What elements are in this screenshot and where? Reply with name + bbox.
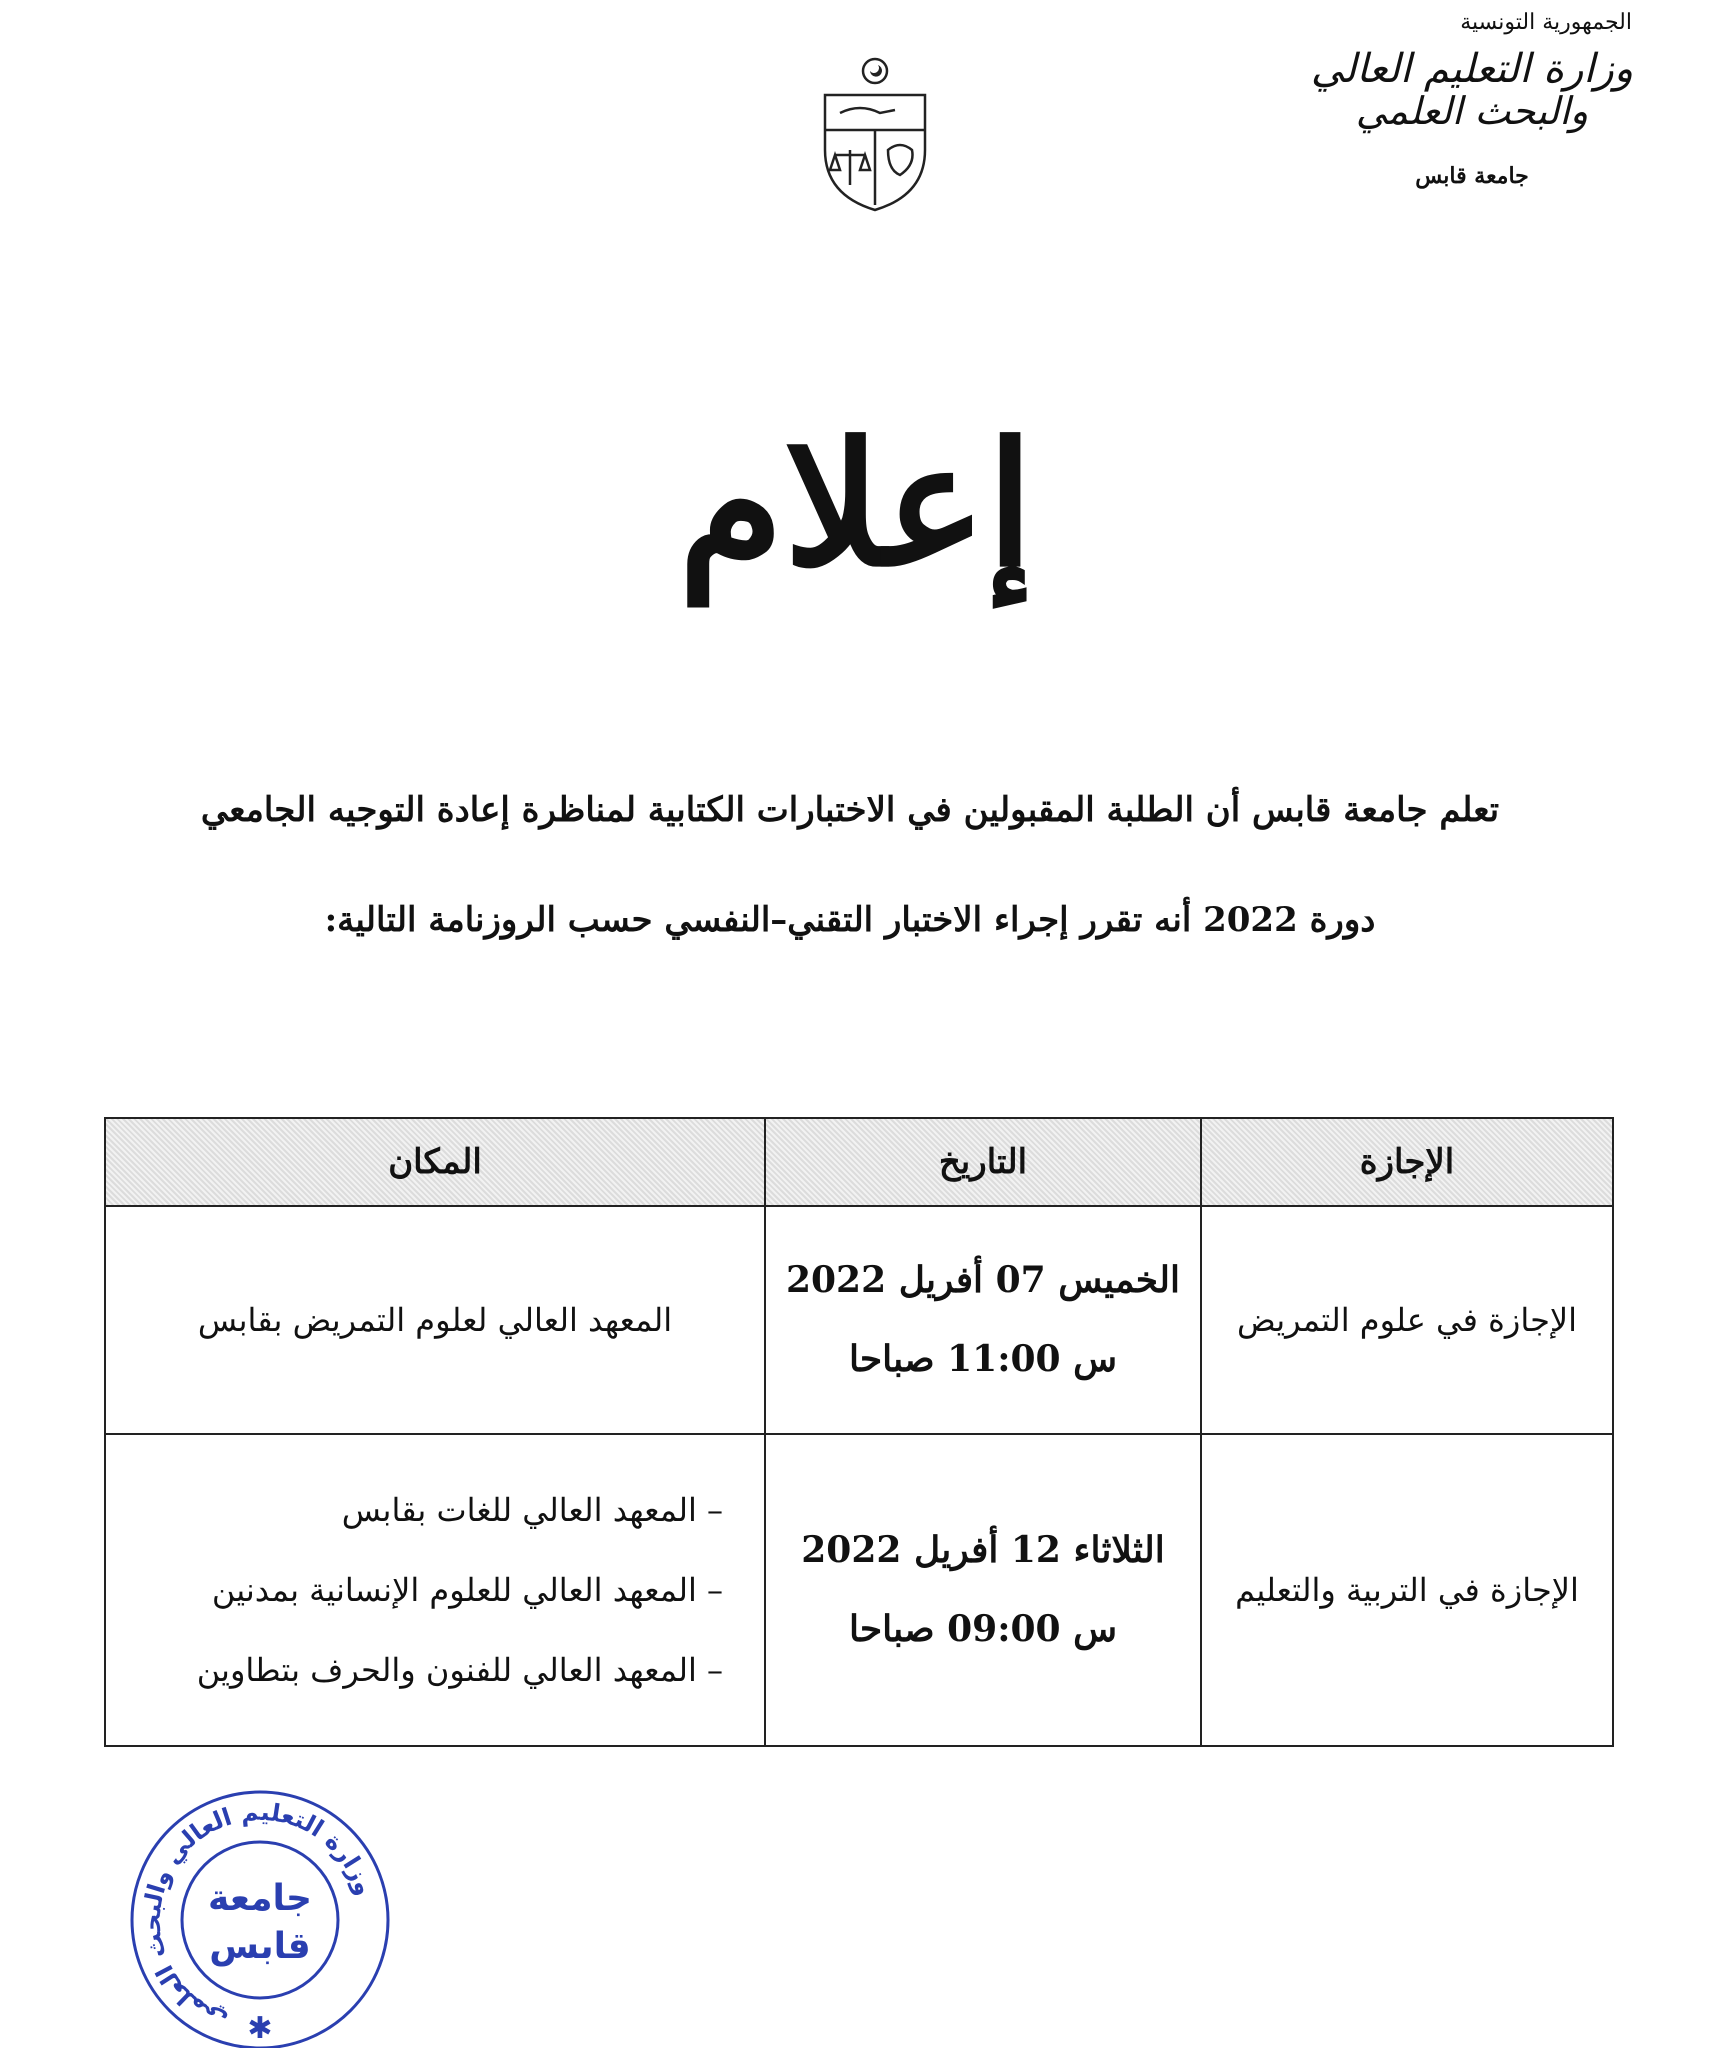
- list-item: – المعهد العالي للعلوم الإنسانية بمدنين: [211, 1571, 723, 1609]
- license-cell: الإجازة في التربية والتعليم: [1201, 1434, 1613, 1746]
- ministry-name-line2: والبحث العلمي: [1355, 89, 1589, 133]
- time-text: س 09:00 صباحا: [848, 1608, 1118, 1650]
- university-name: جامعة قابس: [1415, 162, 1529, 189]
- header-date: التاريخ: [765, 1118, 1201, 1206]
- place-cell: [105, 1206, 765, 1434]
- place-list: [107, 1470, 763, 1710]
- place-cell: [105, 1434, 765, 1746]
- header-place: المكان: [105, 1118, 765, 1206]
- republic-name: الجمهورية التونسية: [1460, 10, 1632, 35]
- stamp-ring-text: وزارة التعليم العالي والبحث العلمي: [137, 1797, 379, 2036]
- table-row: [105, 1206, 1613, 1434]
- date-cell: [765, 1434, 1201, 1746]
- star-icon: ✱: [247, 2011, 273, 2046]
- license-cell: الإجازة في علوم التمريض: [1201, 1206, 1613, 1434]
- stamp-center-line2: قابس: [209, 1926, 311, 1967]
- table-row: [105, 1434, 1613, 1746]
- intro-line-1: تعلم جامعة قابس أن الطلبة المقبولين في الاختبارات الكتابية لمناظرة إعادة التوجيه الجامعي: [200, 790, 1500, 830]
- letterhead: [1292, 10, 1652, 189]
- table-header-row: [105, 1118, 1613, 1206]
- place-text: المعهد العالي لعلوم التمريض بقابس: [197, 1301, 673, 1339]
- date-text: الثلاثاء 12 أفريل 2022: [801, 1528, 1165, 1571]
- date-cell: [765, 1206, 1201, 1434]
- intro-line-2: دورة 2022 أنه تقرر إجراء الاختبار التقني–النفسي حسب الروزنامة التالية:: [324, 900, 1376, 940]
- stamp-center-line1: جامعة: [208, 1878, 312, 1919]
- list-item: – المعهد العالي للغات بقابس: [341, 1491, 723, 1529]
- page-title: إعلام: [678, 405, 1034, 605]
- university-stamp: [110, 1788, 410, 2048]
- ministry-name-line1: وزارة التعليم العالي: [1310, 46, 1634, 92]
- time-text: س 11:00 صباحا: [848, 1338, 1118, 1380]
- tunisia-emblem-icon: [800, 55, 950, 215]
- schedule-table: [104, 1117, 1614, 1747]
- header-license: الإجازة: [1201, 1118, 1613, 1206]
- list-item: – المعهد العالي للفنون والحرف بتطاوين: [196, 1651, 723, 1689]
- date-text: الخميس 07 أفريل 2022: [785, 1258, 1181, 1301]
